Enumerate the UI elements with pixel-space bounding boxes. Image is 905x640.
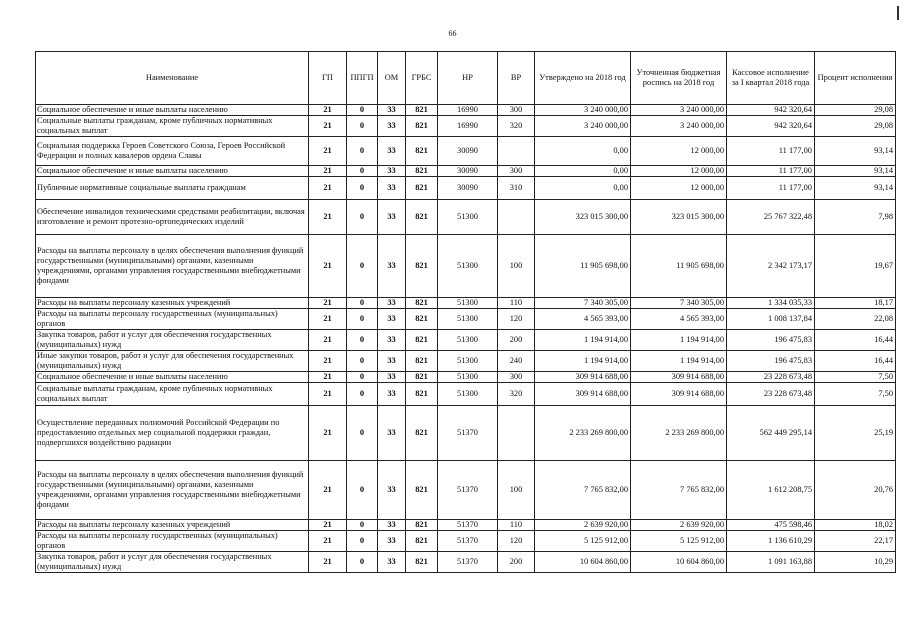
- cell-np: 30090: [438, 177, 498, 200]
- cell-approved: 5 125 912,00: [535, 531, 631, 552]
- table-row: [36, 166, 896, 177]
- cell-name: Расходы на выплаты персоналу государственных (муниципальных) органов: [36, 309, 309, 330]
- cell-grbs: 821: [406, 383, 438, 406]
- cell-approved: 11 905 698,00: [535, 235, 631, 298]
- table-row: [36, 330, 896, 351]
- header-gp: ГП: [309, 52, 347, 105]
- cell-percent: 16,44: [815, 351, 896, 372]
- cell-approved: 2 639 920,00: [535, 520, 631, 531]
- cell-approved: 323 015 300,00: [535, 200, 631, 235]
- cell-percent: 22,08: [815, 309, 896, 330]
- cell-ppgp: 0: [347, 383, 378, 406]
- cell-gp: 21: [309, 461, 347, 520]
- table-row: [36, 235, 896, 298]
- cell-percent: 93,14: [815, 137, 896, 166]
- cell-cash: 11 177,00: [727, 166, 815, 177]
- table-row: [36, 406, 896, 461]
- cell-refined: 5 125 912,00: [631, 531, 727, 552]
- cell-ppgp: 0: [347, 309, 378, 330]
- cell-approved: 10 604 860,00: [535, 552, 631, 573]
- cell-vr: 120: [498, 531, 535, 552]
- cell-om: 33: [378, 383, 406, 406]
- cell-cash: 11 177,00: [727, 137, 815, 166]
- cell-ppgp: 0: [347, 235, 378, 298]
- cell-ppgp: 0: [347, 531, 378, 552]
- header-grbs: ГРБС: [406, 52, 438, 105]
- cell-om: 33: [378, 116, 406, 137]
- cell-grbs: 821: [406, 298, 438, 309]
- cell-vr: 320: [498, 383, 535, 406]
- cell-refined: 12 000,00: [631, 177, 727, 200]
- cell-np: 51300: [438, 330, 498, 351]
- cell-grbs: 821: [406, 116, 438, 137]
- cell-vr: 240: [498, 351, 535, 372]
- cell-vr: 300: [498, 166, 535, 177]
- cell-ppgp: 0: [347, 351, 378, 372]
- table-row: [36, 383, 896, 406]
- cell-approved: 3 240 000,00: [535, 105, 631, 116]
- cell-np: 51300: [438, 309, 498, 330]
- cell-gp: 21: [309, 235, 347, 298]
- cell-refined: 309 914 688,00: [631, 383, 727, 406]
- cell-ppgp: 0: [347, 105, 378, 116]
- cell-percent: 7,98: [815, 200, 896, 235]
- table-body: [36, 105, 896, 573]
- cell-ppgp: 0: [347, 330, 378, 351]
- cell-approved: 309 914 688,00: [535, 383, 631, 406]
- cell-gp: 21: [309, 298, 347, 309]
- table-header-row: [36, 52, 896, 105]
- cell-refined: 4 565 393,00: [631, 309, 727, 330]
- cell-approved: 0,00: [535, 137, 631, 166]
- cell-refined: 1 194 914,00: [631, 351, 727, 372]
- cell-approved: 7 765 832,00: [535, 461, 631, 520]
- cell-percent: 25,19: [815, 406, 896, 461]
- header-vr: ВР: [498, 52, 535, 105]
- cell-grbs: 821: [406, 531, 438, 552]
- cell-name: Расходы на выплаты персоналу казенных учреждений: [36, 298, 309, 309]
- header-cash: Кассовое исполнение за I квартал 2018 года: [727, 52, 815, 105]
- cell-refined: 2 639 920,00: [631, 520, 727, 531]
- cell-np: 51300: [438, 235, 498, 298]
- cell-np: 51370: [438, 461, 498, 520]
- cell-gp: 21: [309, 309, 347, 330]
- cell-percent: 93,14: [815, 177, 896, 200]
- cell-refined: 1 194 914,00: [631, 330, 727, 351]
- cell-percent: 29,08: [815, 116, 896, 137]
- cell-cash: 25 767 322,48: [727, 200, 815, 235]
- cell-cash: 23 228 673,48: [727, 383, 815, 406]
- cell-om: 33: [378, 461, 406, 520]
- cell-om: 33: [378, 105, 406, 116]
- cell-np: 51370: [438, 520, 498, 531]
- cell-cash: 1 334 035,33: [727, 298, 815, 309]
- cell-grbs: 821: [406, 351, 438, 372]
- cell-vr: 110: [498, 520, 535, 531]
- cell-gp: 21: [309, 383, 347, 406]
- cell-ppgp: 0: [347, 372, 378, 383]
- cell-name: Социальное обеспечение и иные выплаты населению: [36, 105, 309, 116]
- cell-np: 16990: [438, 116, 498, 137]
- cell-approved: 309 914 688,00: [535, 372, 631, 383]
- table-row: [36, 531, 896, 552]
- cell-vr: 100: [498, 461, 535, 520]
- cell-gp: 21: [309, 330, 347, 351]
- cell-grbs: 821: [406, 166, 438, 177]
- cell-ppgp: 0: [347, 406, 378, 461]
- cell-vr: 200: [498, 552, 535, 573]
- cell-ppgp: 0: [347, 461, 378, 520]
- cell-np: 51300: [438, 383, 498, 406]
- cell-name: Расходы на выплаты персоналу государственных (муниципальных) органов: [36, 531, 309, 552]
- cell-gp: 21: [309, 177, 347, 200]
- cell-vr: 300: [498, 372, 535, 383]
- cell-refined: 3 240 000,00: [631, 116, 727, 137]
- cell-cash: 11 177,00: [727, 177, 815, 200]
- cell-name: Иные закупки товаров, работ и услуг для обеспечения государственных (муниципальных) нужд: [36, 351, 309, 372]
- table-row: [36, 351, 896, 372]
- cell-percent: 19,67: [815, 235, 896, 298]
- cell-grbs: 821: [406, 137, 438, 166]
- cell-refined: 11 905 698,00: [631, 235, 727, 298]
- page-edge-mark: [897, 6, 899, 20]
- cell-approved: 0,00: [535, 166, 631, 177]
- cell-refined: 323 015 300,00: [631, 200, 727, 235]
- header-refined: Уточненная бюджетная роспись на 2018 год: [631, 52, 727, 105]
- cell-grbs: 821: [406, 552, 438, 573]
- cell-grbs: 821: [406, 177, 438, 200]
- header-om: ОМ: [378, 52, 406, 105]
- cell-name: Закупка товаров, работ и услуг для обеспечения государственных (муниципальных) нужд: [36, 552, 309, 573]
- cell-approved: 4 565 393,00: [535, 309, 631, 330]
- cell-om: 33: [378, 177, 406, 200]
- table-row: [36, 105, 896, 116]
- cell-name: Расходы на выплаты персоналу в целях обеспечения выполнения функций государственными (муниципальными) органами, казенными учреждениями, органами управления государственными внебюджетными фондами: [36, 235, 309, 298]
- cell-approved: 3 240 000,00: [535, 116, 631, 137]
- cell-ppgp: 0: [347, 116, 378, 137]
- cell-refined: 2 233 269 800,00: [631, 406, 727, 461]
- cell-cash: 196 475,83: [727, 330, 815, 351]
- cell-ppgp: 0: [347, 200, 378, 235]
- cell-cash: 1 008 137,84: [727, 309, 815, 330]
- cell-vr: 310: [498, 177, 535, 200]
- header-percent: Процент исполнения: [815, 52, 896, 105]
- cell-cash: 942 320,64: [727, 116, 815, 137]
- cell-gp: 21: [309, 200, 347, 235]
- cell-vr: [498, 200, 535, 235]
- cell-np: 16990: [438, 105, 498, 116]
- cell-grbs: 821: [406, 105, 438, 116]
- cell-gp: 21: [309, 520, 347, 531]
- cell-gp: 21: [309, 406, 347, 461]
- cell-gp: 21: [309, 531, 347, 552]
- cell-percent: 20,76: [815, 461, 896, 520]
- cell-np: 51300: [438, 298, 498, 309]
- cell-name: Социальное обеспечение и иные выплаты населению: [36, 372, 309, 383]
- cell-grbs: 821: [406, 520, 438, 531]
- cell-grbs: 821: [406, 200, 438, 235]
- cell-cash: 23 228 673,48: [727, 372, 815, 383]
- cell-np: 51370: [438, 531, 498, 552]
- cell-om: 33: [378, 520, 406, 531]
- cell-gp: 21: [309, 552, 347, 573]
- cell-grbs: 821: [406, 461, 438, 520]
- cell-refined: 12 000,00: [631, 166, 727, 177]
- cell-name: Расходы на выплаты персоналу в целях обеспечения выполнения функций государственными (муниципальными) органами, казенными учреждениями, органами управления государственными внебюджетными фондами: [36, 461, 309, 520]
- table-row: [36, 200, 896, 235]
- cell-approved: 2 233 269 800,00: [535, 406, 631, 461]
- cell-grbs: 821: [406, 406, 438, 461]
- cell-cash: 1 612 208,75: [727, 461, 815, 520]
- header-name: Наименование: [36, 52, 309, 105]
- cell-approved: 7 340 305,00: [535, 298, 631, 309]
- cell-np: 51300: [438, 200, 498, 235]
- table-row: [36, 177, 896, 200]
- cell-gp: 21: [309, 351, 347, 372]
- page-number: 66: [448, 29, 457, 38]
- cell-vr: 200: [498, 330, 535, 351]
- cell-percent: 7,50: [815, 372, 896, 383]
- budget-execution-table: [35, 51, 896, 573]
- table-row: [36, 116, 896, 137]
- header-approved: Утверждено на 2018 год: [535, 52, 631, 105]
- cell-name: Социальные выплаты гражданам, кроме публичных нормативных социальных выплат: [36, 383, 309, 406]
- cell-vr: [498, 137, 535, 166]
- table-row: [36, 137, 896, 166]
- cell-gp: 21: [309, 105, 347, 116]
- cell-refined: 10 604 860,00: [631, 552, 727, 573]
- cell-name: Социальное обеспечение и иные выплаты населению: [36, 166, 309, 177]
- cell-percent: 18,17: [815, 298, 896, 309]
- cell-grbs: 821: [406, 330, 438, 351]
- cell-percent: 93,14: [815, 166, 896, 177]
- cell-vr: 100: [498, 235, 535, 298]
- cell-om: 33: [378, 235, 406, 298]
- cell-np: 30090: [438, 137, 498, 166]
- cell-cash: 562 449 295,14: [727, 406, 815, 461]
- table-row: [36, 298, 896, 309]
- cell-grbs: 821: [406, 372, 438, 383]
- cell-cash: 1 091 163,88: [727, 552, 815, 573]
- cell-gp: 21: [309, 116, 347, 137]
- table-row: [36, 372, 896, 383]
- cell-om: 33: [378, 531, 406, 552]
- cell-gp: 21: [309, 372, 347, 383]
- cell-cash: 196 475,83: [727, 351, 815, 372]
- cell-refined: 7 765 832,00: [631, 461, 727, 520]
- cell-name: Закупка товаров, работ и услуг для обеспечения государственных (муниципальных) нужд: [36, 330, 309, 351]
- cell-vr: 120: [498, 309, 535, 330]
- cell-approved: 1 194 914,00: [535, 351, 631, 372]
- cell-grbs: 821: [406, 309, 438, 330]
- cell-ppgp: 0: [347, 298, 378, 309]
- cell-percent: 16,44: [815, 330, 896, 351]
- cell-vr: 110: [498, 298, 535, 309]
- budget-table-container: [35, 51, 896, 573]
- cell-om: 33: [378, 298, 406, 309]
- cell-percent: 29,08: [815, 105, 896, 116]
- cell-om: 33: [378, 372, 406, 383]
- cell-om: 33: [378, 200, 406, 235]
- cell-percent: 18,02: [815, 520, 896, 531]
- cell-np: 30090: [438, 166, 498, 177]
- cell-name: Расходы на выплаты персоналу казенных учреждений: [36, 520, 309, 531]
- header-ppgp: ППГП: [347, 52, 378, 105]
- cell-ppgp: 0: [347, 177, 378, 200]
- cell-np: 51300: [438, 351, 498, 372]
- cell-name: Социальные выплаты гражданам, кроме публичных нормативных социальных выплат: [36, 116, 309, 137]
- cell-percent: 7,50: [815, 383, 896, 406]
- table-row: [36, 520, 896, 531]
- cell-cash: 475 598,46: [727, 520, 815, 531]
- cell-approved: 0,00: [535, 177, 631, 200]
- cell-gp: 21: [309, 166, 347, 177]
- cell-refined: 309 914 688,00: [631, 372, 727, 383]
- cell-cash: 1 136 610,29: [727, 531, 815, 552]
- cell-refined: 7 340 305,00: [631, 298, 727, 309]
- cell-name: Обеспечение инвалидов техническими средствами реабилитации, включая изготовление и ремонт протезно-ортопедических изделий: [36, 200, 309, 235]
- cell-om: 33: [378, 552, 406, 573]
- cell-refined: 12 000,00: [631, 137, 727, 166]
- cell-om: 33: [378, 309, 406, 330]
- cell-gp: 21: [309, 137, 347, 166]
- cell-percent: 10,29: [815, 552, 896, 573]
- cell-name: Социальная поддержка Героев Советского Союза, Героев Российской Федерации и полных кавалеров ордена Славы: [36, 137, 309, 166]
- cell-name: Осуществление переданных полномочий Российской Федерации по предоставлению отдельных мер социальной поддержки граждан, подвергшихся воздействию радиации: [36, 406, 309, 461]
- cell-vr: 320: [498, 116, 535, 137]
- cell-om: 33: [378, 137, 406, 166]
- cell-np: 51370: [438, 552, 498, 573]
- cell-vr: [498, 406, 535, 461]
- cell-ppgp: 0: [347, 520, 378, 531]
- header-np: НР: [438, 52, 498, 105]
- cell-ppgp: 0: [347, 552, 378, 573]
- cell-percent: 22,17: [815, 531, 896, 552]
- cell-cash: 2 342 173,17: [727, 235, 815, 298]
- cell-ppgp: 0: [347, 166, 378, 177]
- cell-om: 33: [378, 406, 406, 461]
- cell-om: 33: [378, 351, 406, 372]
- cell-np: 51300: [438, 372, 498, 383]
- table-row: [36, 309, 896, 330]
- cell-approved: 1 194 914,00: [535, 330, 631, 351]
- table-row: [36, 461, 896, 520]
- cell-om: 33: [378, 330, 406, 351]
- cell-name: Публичные нормативные социальные выплаты гражданам: [36, 177, 309, 200]
- cell-vr: 300: [498, 105, 535, 116]
- cell-cash: 942 320,64: [727, 105, 815, 116]
- cell-ppgp: 0: [347, 137, 378, 166]
- cell-refined: 3 240 000,00: [631, 105, 727, 116]
- cell-np: 51370: [438, 406, 498, 461]
- cell-grbs: 821: [406, 235, 438, 298]
- table-row: [36, 552, 896, 573]
- cell-om: 33: [378, 166, 406, 177]
